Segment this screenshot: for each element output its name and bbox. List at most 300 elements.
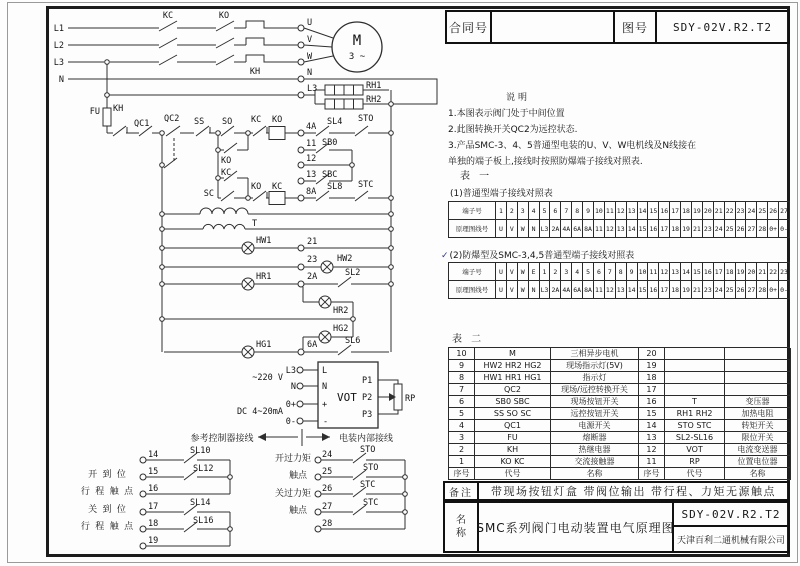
schematic-label: N [322,382,328,392]
terminal-cell: 8 [572,202,583,220]
component-cell: 1 [449,456,475,468]
table3-label: 表 二 [452,334,485,345]
terminal-cell: 4 [529,202,540,220]
schematic-label: N [307,68,313,78]
terminal-cell: 8A [583,220,594,238]
component-cell: 19 [639,360,665,372]
check-icon: ✓ [441,251,449,261]
terminal-cell: V [507,263,518,281]
terminal-cell: 25 [757,202,768,220]
terminal-cell: 19 [681,220,692,238]
terminal-cell: 23 [736,202,747,220]
terminal-cell: 6A [572,281,583,299]
terminal-cell: 16 [703,263,714,281]
component-cell: KH [475,444,551,456]
fuse-symbol [103,108,111,126]
terminal-cell: W [518,263,529,281]
terminal-cell: 28 [757,220,768,238]
schematic-label: 18 [148,519,159,529]
component-cell: 6 [449,396,475,408]
terminal-cell: 14 [627,281,638,299]
component-cell: 11 [639,456,665,468]
schematic-label: DC 4~20mA [236,407,283,417]
component-cell: 20 [639,348,665,360]
schematic-label: SL12 [193,464,214,474]
schematic-label: HG2 [333,324,349,334]
schematic-label: RH1 [366,81,382,91]
schematic-label: KH [113,104,124,114]
terminal-cell: 15 [648,202,659,220]
terminal-cell: 6 [594,263,605,281]
terminal-cell: 18 [670,220,681,238]
component-cell: 现场指示灯(5V) [551,360,639,372]
schematic-label: VOT [337,391,357,404]
terminal-cell: 3 [561,263,572,281]
component-cell: VOT [665,444,725,456]
schematic-label: KO [218,11,230,21]
terminal-cell: 27 [746,281,757,299]
component-cell: 序号 [639,468,665,480]
terminal-cell: L3 [540,220,551,238]
drawing-title: SMC系列阀门电动装置电气原理图 [479,503,674,551]
terminal-cell: 21 [757,263,768,281]
terminal-cell: 4A [561,281,572,299]
schematic-label: V [307,35,313,45]
terminal-cell: 26 [736,281,747,299]
schematic-label: 19 [148,536,159,546]
terminal-cell: N [529,220,540,238]
terminal-cell: 19 [736,263,747,281]
schematic-label: - [323,417,329,427]
schematic-label: KC [272,182,283,192]
schematic-label: KO [251,182,262,192]
terminal-cell: 7 [561,202,572,220]
terminal-cell: 14 [638,202,649,220]
schematic-label: 16 [148,484,159,494]
component-cell: 现场按钮开关 [551,396,639,408]
schematic-label: 15 [148,467,159,477]
terminal-cell: 3 [518,202,529,220]
terminal-cell: 5 [583,263,594,281]
schematic-label: SB0 [322,138,338,148]
terminal-cell: 2A [550,220,561,238]
terminal-cell: 11 [594,220,605,238]
component-cell: 16 [639,396,665,408]
terminal-cell: 23 [703,281,714,299]
schematic-label: P1 [362,376,373,386]
component-cell: 10 [449,348,475,360]
component-cell: 12 [639,444,665,456]
schematic-label: FU [89,107,100,117]
component-cell: 代号 [475,468,551,480]
contract-no-value [492,12,615,42]
terminal-cell: W [518,281,529,299]
terminal-cell: 12 [616,202,627,220]
schematic-label: M [352,33,362,49]
schematic-label: RP [405,394,416,404]
terminal-cell: 12 [605,220,616,238]
schematic-label: L1 [53,24,64,34]
component-cell: HW2 HR2 HG2 [475,360,551,372]
notes-lines [448,106,790,170]
terminal-table-normal [448,201,790,238]
schematic-label: + [322,400,328,410]
schematic-label: SL6 [345,336,361,346]
company-name: 天津百利二通机械有限公司 [676,535,785,546]
schematic-label: STC [360,480,376,490]
terminal-cell: 1 [540,263,551,281]
schematic-label: N [290,382,296,392]
component-cell: 名称 [551,468,639,480]
terminal-cell: 17 [659,281,670,299]
terminal-cell: 11 [594,281,605,299]
terminal-cell: 8 [616,263,627,281]
terminal-cell: E [529,263,540,281]
schematic-label: 26 [322,484,333,494]
terminal-cell: 11 [648,263,659,281]
terminal-cell: L3 [540,281,551,299]
schematic-label: 4A [306,122,317,132]
terminal-cell: 13 [616,281,627,299]
terminal-cell: 10 [638,263,649,281]
schematic-label: SL4 [327,117,343,127]
schematic-label: STO [358,114,374,124]
terminal-cell: 14 [681,263,692,281]
terminal-cell: 4A [561,220,572,238]
terminal-cell: 14 [627,220,638,238]
schematic-label: 28 [322,519,333,529]
terminal-cell: 15 [638,281,649,299]
component-cell: 代号 [665,468,725,480]
terminal-cell: 25 [725,281,736,299]
remarks-block [443,481,790,501]
note-line: 2.此图转换开关QC2为远控状态. [448,125,578,135]
component-cell: 变压器 [725,396,791,408]
schematic-label: 24 [322,450,333,460]
terminal-cell: 4 [572,263,583,281]
schematic-label: KO [221,156,232,166]
schematic-label: 12 [306,154,317,164]
terminal-cell: 12 [605,281,616,299]
terminal-cell: W [518,220,529,238]
component-cell: 电源开关 [551,420,639,432]
component-cell [665,384,725,396]
schematic-label: HW1 [256,236,272,246]
terminal-cell: 20 [746,263,757,281]
terminal-cell: 24 [714,281,725,299]
schematic-label: 开 到 位 [88,470,126,480]
terminal-cell: 10 [594,202,605,220]
terminal-cell: 23 [703,220,714,238]
component-cell: 电流变送器 [725,444,791,456]
schematic-label: SL2 [345,268,361,278]
coil-ko [269,127,285,140]
name-block-right [674,503,788,551]
terminal-cell: 6 [550,202,561,220]
terminal-cell: V [507,220,518,238]
contract-no-label: 合同号 [447,12,492,42]
schematic-label: L2 [53,41,64,51]
schematic-label: QC1 [134,119,150,129]
schematic-label: 13 [306,170,317,180]
terminal-cell: 12 [659,263,670,281]
component-cell: KO KC [475,456,551,468]
terminal-cell: U [496,220,507,238]
name-label: 名称 [445,503,479,551]
terminal-table-exproof [448,262,790,299]
component-cell [725,348,791,360]
table1-label: 表 一 [460,171,493,182]
terminal-cell: 17 [714,263,725,281]
schematic-label: 25 [322,467,333,477]
schematic-label: KC [221,168,232,178]
schematic-label: 触点 [288,506,308,516]
terminal-cell: 7 [605,263,616,281]
terminal-cell: 16 [648,220,659,238]
terminal-cell: U [496,281,507,299]
terminal-cell: 20 [703,202,714,220]
component-cell: 指示灯 [551,372,639,384]
left-arrow-icon [258,433,266,441]
terminal-cell: 23 [779,263,790,281]
component-cell: T [665,396,725,408]
schematic-label: STO [363,463,379,473]
terminal-cell: 17 [659,220,670,238]
component-cell: 远控按钮开关 [551,408,639,420]
transformer-windings [200,208,248,229]
schematic-label: SBC [322,170,338,180]
name-block [443,501,790,553]
component-cell: QC1 [475,420,551,432]
schematic-label: SO [222,117,233,127]
component-cell: 9 [449,360,475,372]
schematic-label: SC [203,189,214,199]
schematic-label: 参考控制器接线 [190,434,254,444]
schematic-label: 8A [306,187,317,197]
terminal-row-header: 端子号 [449,263,496,281]
terminal-cell: 2 [507,202,518,220]
schematic-label: HR2 [333,306,349,316]
terminal-cell: 16 [659,202,670,220]
terminal-cell: 15 [692,263,703,281]
schematic-label: 17 [148,502,159,512]
schematic-label: 14 [148,450,159,460]
component-cell: HW1 HR1 HG1 [475,372,551,384]
schematic-label: STC [358,180,374,190]
component-cell: 序号 [449,468,475,480]
terminal-cell: 24 [746,202,757,220]
terminal-cell: V [507,281,518,299]
terminal-cell: 2A [550,281,561,299]
component-cell: QC2 [475,384,551,396]
schematic-label: SL10 [190,446,211,456]
component-cell [665,372,725,384]
terminal-cell: U [496,263,507,281]
terminal-cell: 13 [616,220,627,238]
terminal-cell: 17 [670,202,681,220]
terminal-cell: 19 [681,281,692,299]
remarks-text: 带现场按钮灯盒 带阀位输出 带行程、力矩无源触点 [491,485,776,498]
terminal-cell: 16 [648,281,659,299]
terminal-cell: 6A [572,220,583,238]
terminal-cell: 27 [779,202,790,220]
schematic-label: RH2 [366,95,382,105]
schematic-label: L3 [285,366,296,376]
terminal-cell: 27 [746,220,757,238]
terminal-cell: 22 [725,202,736,220]
component-cell: 13 [639,432,665,444]
schematic-label: KO [272,115,283,125]
component-cell: 名称 [725,468,791,480]
schematic-label: 23 [307,255,318,265]
schematic-label: 2A [307,272,318,282]
terminal-cell: 8A [583,281,594,299]
terminal-cell: 5 [540,202,551,220]
component-cell: 2 [449,444,475,456]
schematic-label: 行 程 触 点 [80,522,134,532]
terminal-cell: 9 [583,202,594,220]
terminal-cell: 26 [768,202,779,220]
schematic-label: U [307,18,313,28]
table1-subtitle: (1)普通型端子接线对照表 [450,189,553,199]
terminal-cell: 0- [779,281,790,299]
component-cell: 转矩开关 [725,420,791,432]
component-cell: 4 [449,420,475,432]
schematic-label: HR1 [256,272,272,282]
terminal-cell: 2 [550,263,561,281]
schematic-label: P3 [362,410,373,420]
schematic-label: 开过力矩 [274,454,312,464]
title-block [445,10,790,44]
terminal-row-header: 端子号 [449,202,496,220]
schematic-label: HW2 [337,254,353,264]
schematic-label: 电装内部接线 [338,434,394,444]
schematic-label: L3 [53,58,64,68]
component-cell [725,372,791,384]
terminal-cell: 18 [670,281,681,299]
component-cell: FU [475,432,551,444]
component-cell: 7 [449,384,475,396]
component-cell: 17 [639,384,665,396]
remarks-label: 备注 [445,483,479,499]
terminal-cell: N [529,281,540,299]
schematic-label: 27 [322,502,333,512]
schematic-label: 关 到 位 [88,505,126,515]
schematic-label: L3 [307,84,318,94]
component-cell: RH1 RH2 [665,408,725,420]
drawing-number: SDY-02V.R2.T2 [674,503,788,527]
schematic-label: SL16 [193,516,214,526]
notes-heading: 说明 [506,93,531,103]
terminal-cell: 0- [779,220,790,238]
component-cell: SB0 SBC [475,396,551,408]
schematic-label: 行 程 触 点 [80,487,134,497]
terminal-cell: 11 [605,202,616,220]
schematic-label: 触点 [288,471,308,481]
drawing-no-value: SDY-02V.R2.T2 [672,20,773,34]
schematic-label: 关过力矩 [274,489,312,499]
terminal-cell: 18 [681,202,692,220]
component-cell: SS SO SC [475,408,551,420]
component-cell: 8 [449,372,475,384]
table2-subtitle [441,248,634,261]
terminal-cell: 18 [725,263,736,281]
table2-subtitle-text: (2)防爆型及SMC-3,4,5普通型端子接线对照表 [449,251,635,261]
component-cell: STO STC [665,420,725,432]
schematic-label: 3 ~ [348,52,366,62]
schematic-label: KH [249,67,261,77]
schematic-label: 11 [306,139,317,149]
schematic-label: STC [363,498,379,508]
terminal-cell: 9 [627,263,638,281]
schematic-label: P2 [362,393,373,403]
terminal-cell: 22 [768,263,779,281]
schematic-label: 6A [307,340,318,350]
terminal-cell: 28 [757,281,768,299]
terminal-cell: 15 [638,220,649,238]
component-cell: 加热电阻 [725,408,791,420]
schematic-label: QC2 [164,114,180,124]
component-cell: 限位开关 [725,432,791,444]
component-cell: RP [665,456,725,468]
schematic-label: KC [162,11,174,21]
terminal-cell: 21 [714,202,725,220]
component-cell [665,348,725,360]
schematic-label: ~220 V [252,373,283,383]
component-cell: 5 [449,408,475,420]
terminal-row-header: 原理图线号 [449,220,496,238]
component-cell: 三相异步电机 [551,348,639,360]
component-cell [725,360,791,372]
drawing-no-label: 图号 [615,12,657,42]
schematic-label: 0- [285,417,296,427]
component-cell [725,384,791,396]
schematic-label: SL14 [190,498,211,508]
component-cell: 现场/远控转换开关 [551,384,639,396]
component-cell: 3 [449,432,475,444]
schematic-label: W [307,52,313,62]
terminal-cell: 26 [736,220,747,238]
component-cell: 位置电位器 [725,456,791,468]
terminal-cell: 19 [692,202,703,220]
terminal-cell: 25 [725,220,736,238]
schematic-label: SL8 [327,182,343,192]
terminal-cell: 24 [714,220,725,238]
schematic-label: STO [360,445,376,455]
notes-block [448,90,790,170]
terminal-cell: 21 [692,220,703,238]
component-table [448,347,790,480]
component-cell: 热继电器 [551,444,639,456]
terminal-cell: 0+ [768,281,779,299]
schematic-label: L [322,366,328,376]
component-cell: 18 [639,372,665,384]
terminal-cell: 1 [496,202,507,220]
schematic-label: T [252,219,258,229]
component-cell: 15 [639,408,665,420]
schematic-label: HG1 [256,340,272,350]
component-cell: SL2-SL16 [665,432,725,444]
note-line: 单独的端子板上,接线时按照防爆端子接线对照表. [448,157,643,167]
schematic-label: 0+ [285,400,296,410]
terminal-cell: 21 [692,281,703,299]
schematic-label: SS [194,117,205,127]
terminal-cell: 0+ [768,220,779,238]
component-cell: 熔断器 [551,432,639,444]
schematic-label: KC [251,115,262,125]
schematic-label: N [58,75,64,85]
component-cell: 交流接触器 [551,456,639,468]
